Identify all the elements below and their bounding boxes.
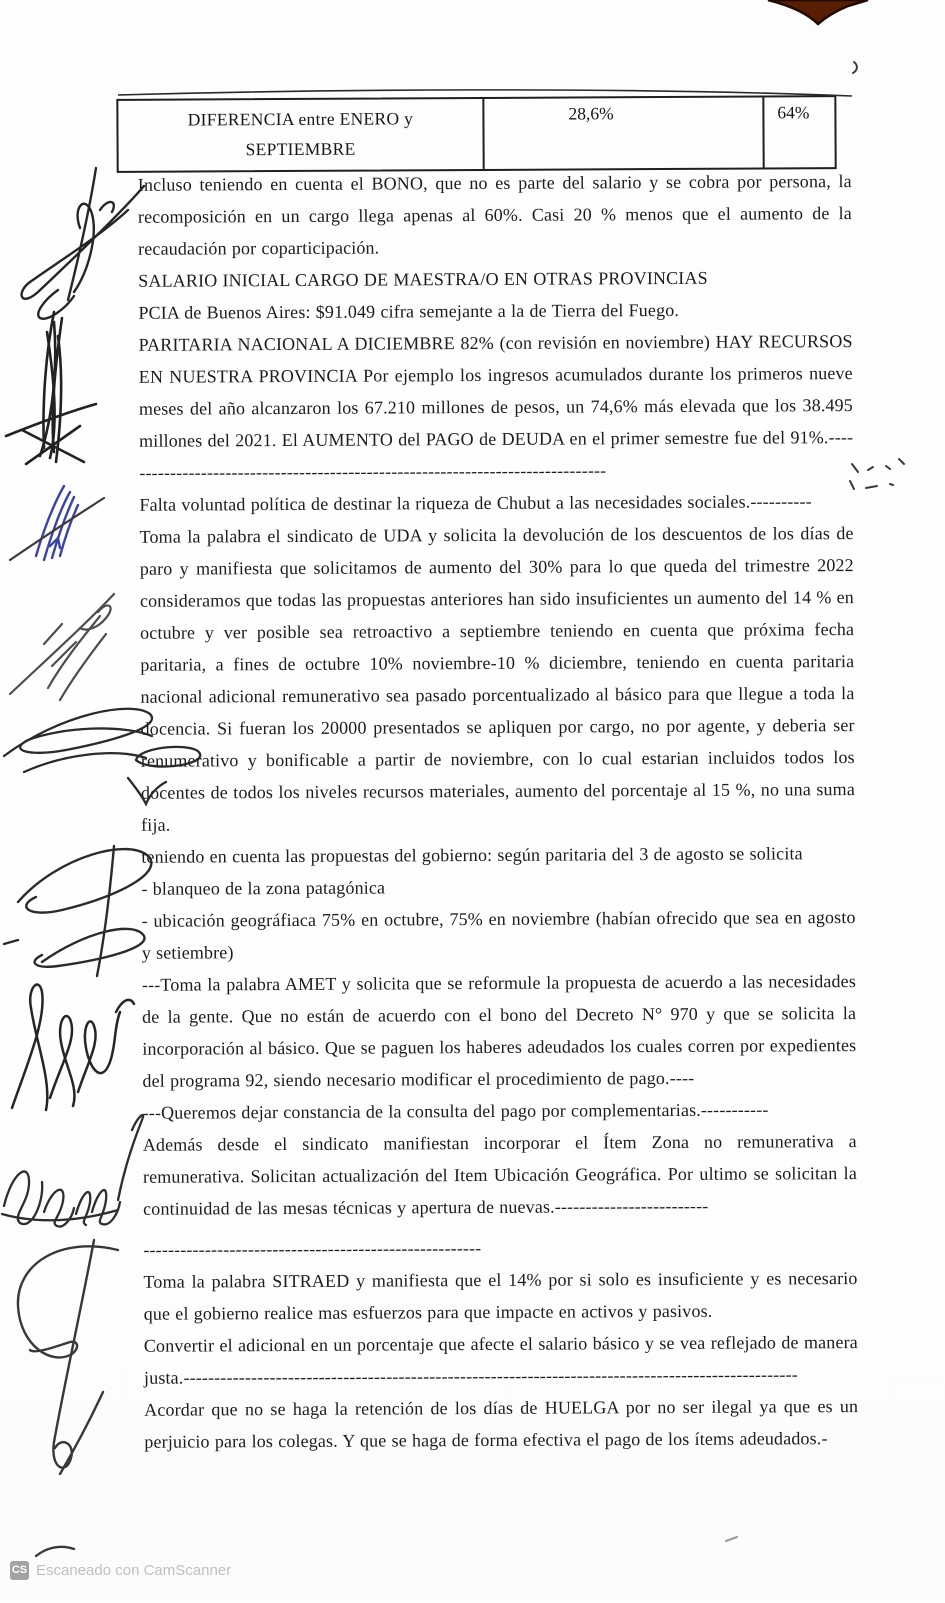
paragraph: Acordar que no se haga la retención de los días de HUELGA por no ser ilegal ya que es un perjuicio para los colegas. Y que se haga de forma efectiva el pago de los ítems adeudados.- bbox=[144, 1396, 859, 1452]
paragraph: Toma la palabra SITRAED y manifiesta que el 14% por si solo es insuficiente y es necesario que el gobierno realice mas esfuerzos para que impacte en activos y pasivos. bbox=[143, 1268, 858, 1324]
camscanner-label: Escaneado con CamScanner bbox=[36, 1562, 232, 1579]
paragraph-heading: SALARIO INICIAL CARGO DE MAESTRA/O EN OTRAS PROVINCIAS bbox=[138, 267, 708, 291]
paragraph-bullet: - ubicación geográfiaca 75% en octubre, 75% en noviembre (habían ofrecido que sea en agosto y setiembre) bbox=[141, 907, 856, 963]
paragraph: Falta voluntad política de destinar la riqueza de Chubut a las necesidades sociales.---------- bbox=[139, 491, 812, 515]
paragraph: ---Queremos dejar constancia de la consulta del pago por complementarias.----------- bbox=[142, 1099, 769, 1123]
scanner-footer bbox=[10, 1561, 231, 1580]
paragraph-bullet: - blanqueo de la zona patagónica bbox=[141, 877, 386, 899]
paragraph: Además desde el sindicato manifiestan incorporar el Ítem Zona no remunerativa a remunerativa. Solicitan actualización del Item Ubicación Geográfica. Por ultimo se solicitan la continuidad de las mesas técnicas y apertura de nuevas.------------------------- bbox=[142, 1131, 858, 1219]
paragraph: PARITARIA NACIONAL A DICIEMBRE 82% (con revisión en noviembre) HAY RECURSOS EN NUESTRA PROVINCIA Por ejemplo los ingresos acumulados durante los primeros nueve meses del año alcanzaron los 67.210 millones de pesos, un 74,6% más elevada que los 38.495 millones del 2021. El AUMENTO del PAGO de DEUDA en el primer semestre fue del 91%.-------------------------------------------------------------------------------- bbox=[138, 331, 854, 483]
table-cell-value2 bbox=[764, 97, 834, 167]
paragraph: PCIA de Buenos Aires: $91.049 cifra semejante a la de Tierra del Fuego. bbox=[138, 299, 680, 323]
paragraph: teniendo en cuenta las propuestas del gobierno: según paritaria del 3 de agosto se solicita bbox=[141, 843, 803, 867]
table-label-line1: DIFERENCIA entre ENERO y bbox=[187, 108, 414, 130]
table-value-28-6: 28,6% bbox=[568, 103, 614, 124]
summary-table bbox=[116, 95, 836, 173]
table-value-64: 64% bbox=[777, 102, 810, 123]
document-body bbox=[138, 165, 859, 1458]
paragraph: Toma la palabra el sindicato de UDA y solicita la devolución de los descuentos de los días de paro y manifiesta que solicitamos de aumento del 30% para lo que queda del trimestre 2022 consideramos que todas las propuestas anteriores han sido insuficientes un aumento del 14 % en octubre y ver posible sea retroactivo a septiembre teniendo en cuenta que próxima fecha paritaria, a fines de octubre 10% noviembre-10 % diciembre, teniendo en cuenta paritaria nacional adicional remunerativo sea pasado porcentualizado al básico para que llegue a toda la docencia. Si fueran los 20000 presentados se apliquen por cargo, no por agente, y deberia ser renumerativo y bonificable a partir de noviembre, con lo cual estarian incluidos todos los docentes de todos los niveles recursos materiales, aumento del porcentaje al 15 %, no una suma fija. bbox=[139, 523, 856, 835]
dashed-separator: ------------------------------------------------------- bbox=[143, 1237, 482, 1260]
camscanner-badge-icon: CS bbox=[10, 1561, 29, 1580]
paragraph: Incluso teniendo en cuenta el BONO, que no es parte del salario y se cobra por persona, la recomposición en un cargo llega apenas al 60%. Casi 20 % menos que el aumento de la recaudación por coparticipación. bbox=[137, 171, 852, 259]
table-label-line2: SEPTIEMBRE bbox=[245, 138, 356, 160]
table-cell-value1 bbox=[484, 98, 764, 169]
paragraph: Convertir el adicional en un porcentaje que afecte el salario básico y se vea reflejado de manera justa.---------------------------------------------------------------------------------------------------- bbox=[143, 1332, 858, 1388]
paragraph: ---Toma la palabra AMET y solicita que se reformule la propuesta de acuerdo a las necesidades de la gente. Que no están de acuerdo con el bono del Decreto N° 970 y que se solicita la incorporación al básico. Que se paguen los haberes adeudados los cuales corren por expedientes del programa 92, siendo necesario modificar el procedimiento de pago.---- bbox=[141, 971, 857, 1091]
table-cell-label bbox=[118, 99, 484, 171]
